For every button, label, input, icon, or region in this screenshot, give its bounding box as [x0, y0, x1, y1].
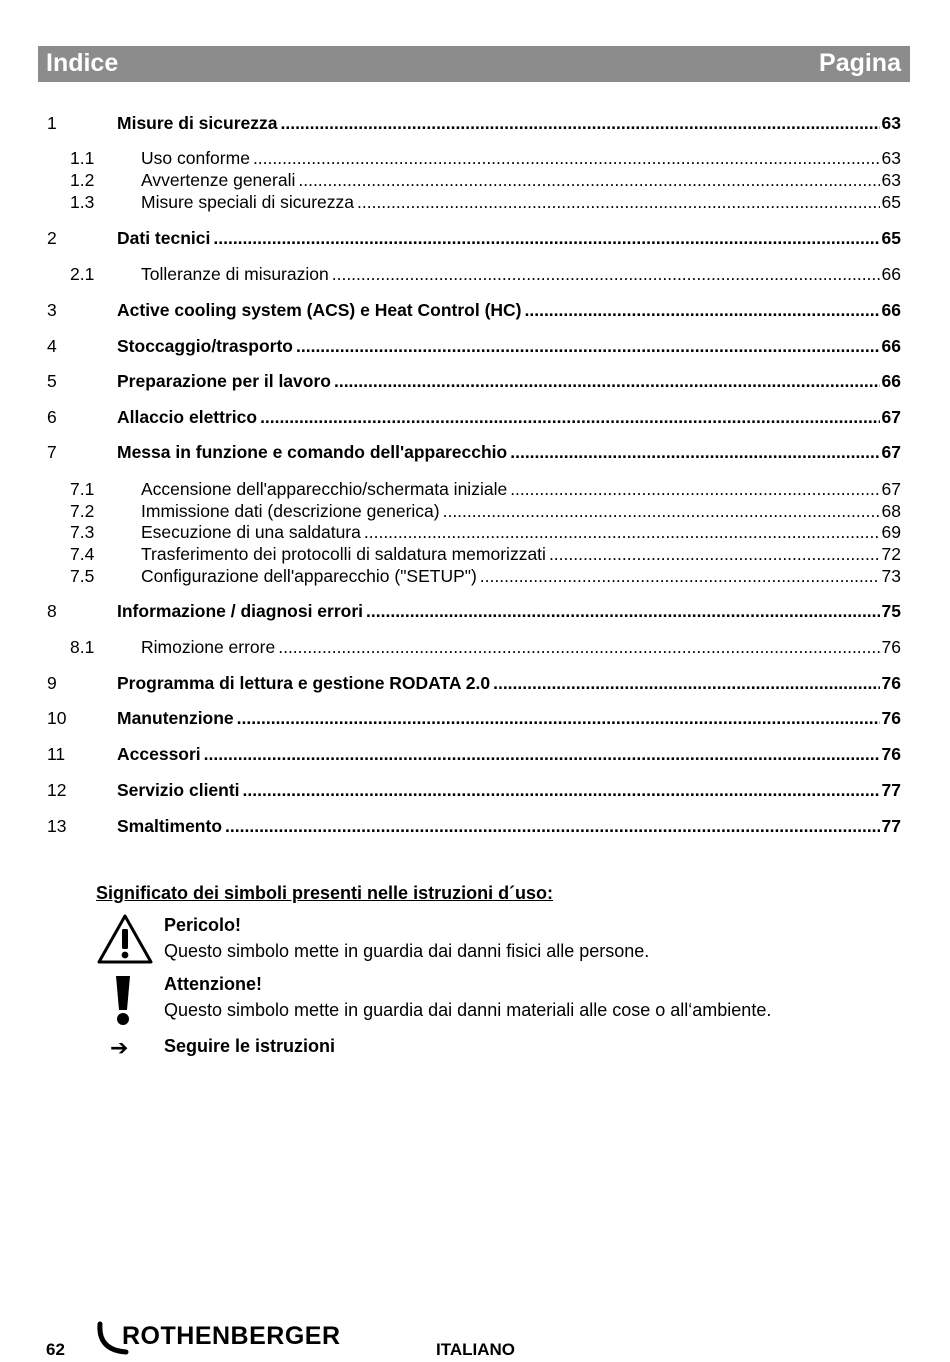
toc-title: Misure speciali di sicurezza: [141, 192, 354, 212]
toc-number: 8.1: [70, 637, 95, 657]
toc-title: Allaccio elettrico: [117, 407, 258, 427]
toc-dot-leader: [366, 600, 880, 622]
page-number: 62: [46, 1340, 65, 1359]
toc-title: Trasferimento dei protocolli di saldatura memorizzati: [141, 544, 546, 564]
toc-dot-leader: [253, 147, 880, 169]
toc-number: 1.2: [70, 170, 95, 190]
toc-chapter-row: [0, 335, 950, 357]
toc-header-bar: [38, 46, 910, 82]
toc-page-number: 67: [881, 442, 901, 462]
toc-section-row: [0, 478, 950, 500]
toc-chapter-row: [0, 370, 950, 392]
toc-dot-leader: [298, 169, 879, 191]
toc-dot-leader: [493, 672, 879, 694]
toc-chapter-row: [0, 707, 950, 729]
warning-triangle-icon: [96, 913, 154, 965]
toc-number: 7.1: [70, 479, 95, 499]
toc-page-number: 63: [881, 170, 901, 190]
toc-page-number: 67: [881, 407, 901, 427]
instructions-heading: Seguire le istruzioni: [164, 1036, 336, 1056]
toc-title: Avvertenze generali: [141, 170, 296, 190]
toc-entry: [117, 299, 901, 321]
toc-number: 3: [47, 300, 57, 320]
toc-page-number: 69: [881, 522, 901, 542]
toc-chapter-row: [0, 672, 950, 694]
toc-dot-leader: [510, 478, 879, 500]
language-label: ITALIANO: [436, 1340, 516, 1359]
arrow-right-icon: ➔: [110, 1035, 129, 1060]
toc-heading: Indice: [46, 49, 119, 77]
symbols-legend-title: Significato dei simboli presenti nelle istruzioni d´uso:: [96, 883, 554, 903]
toc-chapter-row: [0, 299, 950, 321]
toc-page-number: 65: [881, 228, 901, 248]
toc-entry: [141, 478, 901, 500]
toc-number: 7.4: [70, 544, 95, 564]
toc-entry: [117, 815, 901, 837]
toc-page-number: 72: [881, 544, 901, 564]
toc-chapter-row: [0, 600, 950, 622]
toc-dot-leader: [296, 335, 880, 357]
toc-entry: [141, 543, 901, 565]
toc-page-number: 67: [881, 479, 901, 499]
toc-number: 1: [47, 113, 57, 133]
toc-entry: [117, 370, 901, 392]
toc-page-number: 77: [881, 780, 901, 800]
toc-title: Immissione dati (descrizione generica): [141, 501, 440, 521]
toc-number: 7.5: [70, 566, 95, 586]
toc-section-row: [0, 543, 950, 565]
caution-description: Questo simbolo mette in guardia dai danni materiali alle cose o all‘ambiente.: [164, 1000, 772, 1020]
toc-entry: [117, 707, 901, 729]
toc-number: 12: [47, 780, 67, 800]
toc-number: 8: [47, 601, 57, 621]
toc-number: 2.1: [70, 264, 95, 284]
toc-number: 9: [47, 673, 57, 693]
toc-title: Esecuzione di una saldatura: [141, 522, 361, 542]
toc-title: Preparazione per il lavoro: [117, 371, 331, 391]
toc-number: 7.3: [70, 522, 95, 542]
toc-number: 11: [47, 744, 66, 764]
toc-chapter-row: [0, 815, 950, 837]
toc-title: Manutenzione: [117, 708, 234, 728]
toc-entry: [117, 406, 901, 428]
toc-chapter-row: [0, 743, 950, 765]
toc-dot-leader: [225, 815, 880, 837]
toc-title: Configurazione dell'apparecchio ("SETUP"): [141, 566, 477, 586]
toc-page-number: 76: [881, 673, 901, 693]
toc-chapter-row: [0, 406, 950, 428]
toc-entry: [117, 227, 901, 249]
toc-dot-leader: [443, 500, 880, 522]
toc-chapter-row: [0, 441, 950, 463]
toc-dot-leader: [204, 743, 880, 765]
toc-entry: [141, 565, 901, 587]
toc-section-row: [0, 500, 950, 522]
toc-title: Messa in funzione e comando dell'apparecchio: [117, 442, 508, 462]
toc-title: Rimozione errore: [141, 637, 276, 657]
toc-entry: [141, 147, 901, 169]
toc-number: 1.3: [70, 192, 95, 212]
toc-chapter-row: [0, 779, 950, 801]
toc-title: Servizio clienti: [117, 780, 240, 800]
toc-page-number: 66: [881, 336, 901, 356]
toc-number: 7: [47, 442, 57, 462]
toc-dot-leader: [260, 406, 879, 428]
toc-page-number: 66: [881, 300, 901, 320]
toc-dot-leader: [243, 779, 880, 801]
rothenberger-logo: [96, 1320, 356, 1358]
toc-dot-leader: [237, 707, 880, 729]
toc-entry: [141, 636, 901, 658]
toc-entry: [141, 521, 901, 543]
toc-dot-leader: [357, 191, 880, 213]
toc-dot-leader: [332, 263, 880, 285]
toc-entry: [117, 441, 901, 463]
toc-dot-leader: [364, 521, 880, 543]
toc-title: Active cooling system (ACS) e Heat Control (HC): [117, 300, 522, 320]
toc-entry: [117, 743, 901, 765]
page-column-heading: Pagina: [819, 49, 901, 77]
toc-section-row: [0, 169, 950, 191]
toc-number: 5: [47, 371, 57, 391]
toc-title: Misure di sicurezza: [117, 113, 278, 133]
toc-page-number: 68: [881, 501, 901, 521]
toc-title: Programma di lettura e gestione RODATA 2.0: [117, 673, 491, 693]
toc-page-number: 76: [881, 744, 901, 764]
toc-entry: [117, 335, 901, 357]
toc-title: Stoccaggio/trasporto: [117, 336, 293, 356]
exclamation-icon: [112, 973, 134, 1027]
toc-chapter-row: [0, 227, 950, 249]
toc-chapter-row: [0, 112, 950, 134]
toc-entry: [141, 191, 901, 213]
toc-section-row: [0, 565, 950, 587]
toc-entry: [117, 779, 901, 801]
toc-page-number: 76: [881, 708, 901, 728]
toc-section-row: [0, 147, 950, 169]
toc-page-number: 73: [881, 566, 901, 586]
toc-entry: [141, 169, 901, 191]
toc-title: Accensione dell'apparecchio/schermata iniziale: [141, 479, 508, 499]
toc-number: 7.2: [70, 501, 95, 521]
toc-number: 13: [47, 816, 67, 836]
danger-description: Questo simbolo mette in guardia dai danni fisici alle persone.: [164, 941, 650, 961]
toc-title: Informazione / diagnosi errori: [117, 601, 364, 621]
toc-page-number: 65: [881, 192, 901, 212]
toc-section-row: [0, 191, 950, 213]
toc-title: Uso conforme: [141, 148, 250, 168]
toc-page-number: 76: [881, 637, 901, 657]
toc-entry: [141, 500, 901, 522]
toc-dot-leader: [278, 636, 879, 658]
toc-dot-leader: [525, 299, 880, 321]
toc-number: 2: [47, 228, 57, 248]
toc-entry: [117, 112, 901, 134]
brand-name: ROTHENBERGER: [122, 1322, 341, 1350]
toc-number: 10: [47, 708, 67, 728]
toc-page-number: 63: [881, 113, 901, 133]
toc-entry: [117, 672, 901, 694]
toc-title: Tolleranze di misurazion: [141, 264, 329, 284]
toc-number: 1.1: [70, 148, 95, 168]
toc-dot-leader: [213, 227, 879, 249]
toc-entry: [141, 263, 901, 285]
toc-page-number: 66: [881, 264, 901, 284]
toc-section-row: [0, 263, 950, 285]
toc-section-row: [0, 521, 950, 543]
toc-dot-leader: [510, 441, 879, 463]
caution-heading: Attenzione!: [164, 974, 262, 994]
toc-dot-leader: [280, 112, 879, 134]
toc-dot-leader: [480, 565, 880, 587]
danger-heading: Pericolo!: [164, 915, 242, 935]
toc-number: 6: [47, 407, 57, 427]
toc-dot-leader: [549, 543, 880, 565]
toc-title: Smaltimento: [117, 816, 223, 836]
toc-section-row: [0, 636, 950, 658]
toc-number: 4: [47, 336, 57, 356]
toc-title: Dati tecnici: [117, 228, 211, 248]
toc-page-number: 75: [881, 601, 901, 621]
toc-entry: [117, 600, 901, 622]
toc-title: Accessori: [117, 744, 201, 764]
toc-page-number: 77: [881, 816, 901, 836]
toc-dot-leader: [334, 370, 880, 392]
toc-page-number: 63: [881, 148, 901, 168]
toc-page-number: 66: [881, 371, 901, 391]
